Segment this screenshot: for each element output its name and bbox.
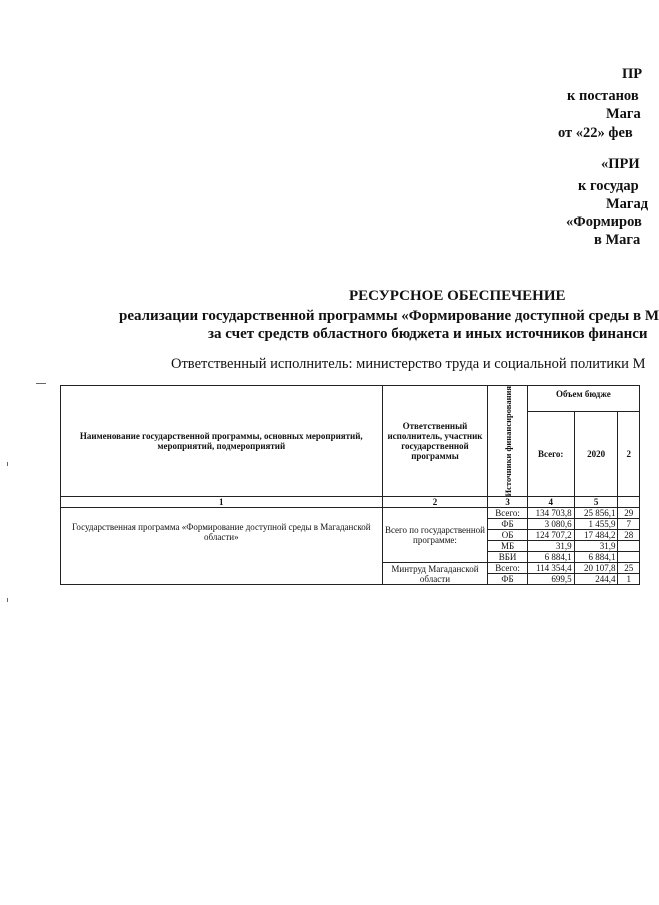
row-3-total: 31,9 <box>527 541 574 552</box>
approval-line-2: к постанов <box>567 88 639 104</box>
row-4-2020: 6 884,1 <box>574 552 618 563</box>
row-2-2020: 17 484,2 <box>574 530 618 541</box>
header-program-name: Наименование государственной программы, основных мероприятий, мероприятий, подмероприятий <box>61 386 383 497</box>
approval-line-1: ПР <box>622 66 643 82</box>
row-2-2021: 28 <box>618 530 640 541</box>
row-5-2020: 20 107,8 <box>574 563 618 574</box>
header-total: Всего: <box>527 411 574 497</box>
header-executor: Ответственный исполнитель, участник государственной программы <box>382 386 488 497</box>
header-year-2021: 2 <box>618 411 640 497</box>
column-number-3: 3 <box>488 497 527 508</box>
row-3-2021 <box>618 541 640 552</box>
document-title: РЕСУРСНОЕ ОБЕСПЕЧЕНИЕ <box>349 288 566 304</box>
column-number-6 <box>618 497 640 508</box>
scan-mark <box>36 383 46 384</box>
approval-line-4: от «22» фев <box>558 125 633 141</box>
approval-line-6: к государ <box>578 178 639 194</box>
header-budget-volume: Объем бюдже <box>527 386 639 412</box>
row-3-2020: 31,9 <box>574 541 618 552</box>
row-5-source: Всего: <box>488 563 527 574</box>
scan-mark <box>7 462 8 466</box>
header-year-2020: 2020 <box>574 411 618 497</box>
scan-mark <box>7 598 8 602</box>
document-subtitle-2: за счет средств областного бюджета и иных источников финанси <box>208 326 648 342</box>
header-funding-sources <box>488 386 527 497</box>
row-1-2020: 1 455,9 <box>574 519 618 530</box>
row-0-total: 134 703,8 <box>527 508 574 519</box>
row-6-2020: 244,4 <box>574 574 618 585</box>
approval-line-5: «ПРИ <box>601 156 640 172</box>
document-subtitle-1: реализации государственной программы «Формирование доступной среды в М <box>119 308 659 324</box>
row-6-2021: 1 <box>618 574 640 585</box>
column-number-1: 1 <box>61 497 383 508</box>
row-1-total: 3 080,6 <box>527 519 574 530</box>
row-2-total: 124 707,2 <box>527 530 574 541</box>
column-number-2: 2 <box>382 497 488 508</box>
row-1-2021: 7 <box>618 519 640 530</box>
approval-line-8: «Формиров <box>566 214 642 230</box>
program-name-cell: Государственная программа «Формирование доступной среды в Магаданской области» <box>61 508 383 585</box>
approval-line-9: в Мага <box>594 232 641 248</box>
row-3-source: МБ <box>488 541 527 552</box>
approval-line-7: Магад <box>606 196 649 212</box>
row-6-total: 699,5 <box>527 574 574 585</box>
row-4-source: ВБИ <box>488 552 527 563</box>
row-0-source: Всего: <box>488 508 527 519</box>
row-6-source: ФБ <box>488 574 527 585</box>
column-number-4: 4 <box>527 497 574 508</box>
row-0-2020: 25 856,1 <box>574 508 618 519</box>
row-5-2021: 25 <box>618 563 640 574</box>
row-0-2021: 29 <box>618 508 640 519</box>
approval-line-3: Мага <box>606 106 641 122</box>
executor-total-cell: Всего по государственной программе: <box>382 508 488 563</box>
resource-table <box>60 385 640 585</box>
header-funding-sources-label: Источники финансирования <box>502 386 513 497</box>
row-1-source: ФБ <box>488 519 527 530</box>
row-4-total: 6 884,1 <box>527 552 574 563</box>
responsible-executor: Ответственный исполнитель: министерство труда и социальной политики М <box>171 356 646 372</box>
row-4-2021 <box>618 552 640 563</box>
executor-mintrud-cell: Минтруд Магаданской области <box>382 563 488 585</box>
column-number-5: 5 <box>574 497 618 508</box>
row-5-total: 114 354,4 <box>527 563 574 574</box>
row-2-source: ОБ <box>488 530 527 541</box>
